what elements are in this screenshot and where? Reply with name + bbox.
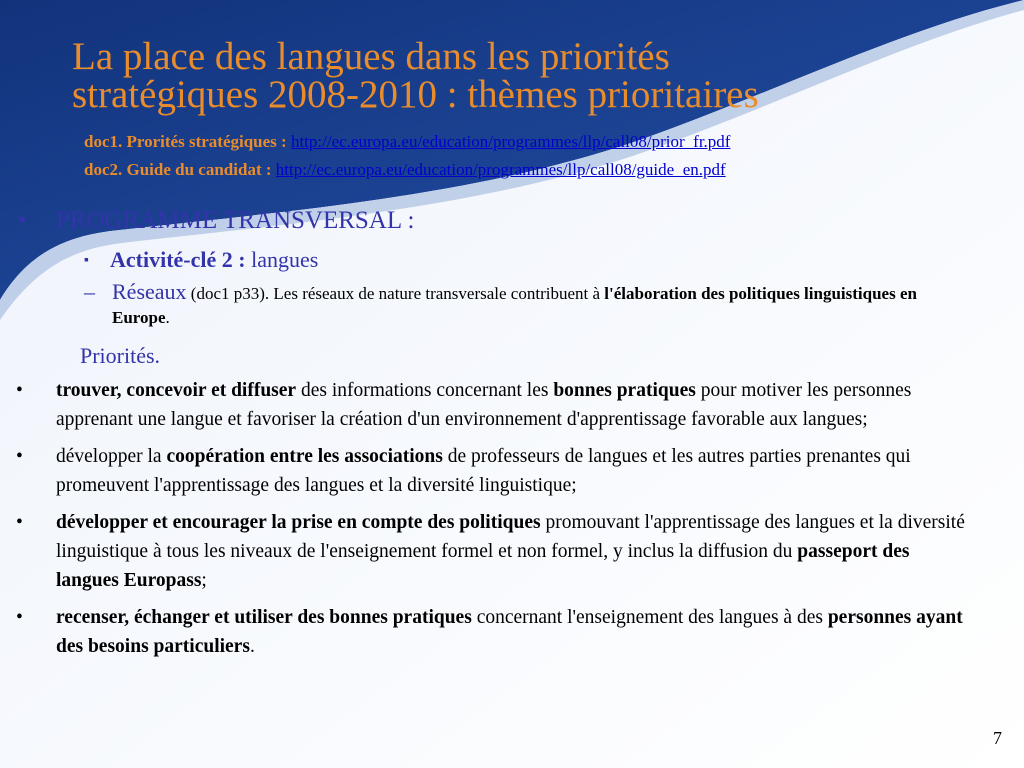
activite-item xyxy=(84,246,318,275)
bullet-icon: • xyxy=(16,446,23,467)
slide-title xyxy=(72,35,972,116)
item-bold: développer et encourager la prise en compte des politiques xyxy=(56,512,541,533)
reseaux-label: Réseaux xyxy=(112,279,187,304)
bullet-icon: • xyxy=(18,207,27,234)
bullet-icon: • xyxy=(16,380,23,401)
reseaux-end: . xyxy=(165,308,170,327)
list-item xyxy=(0,442,1000,500)
item-bold: recenser, échanger et utiliser des bonnes pratiques xyxy=(56,607,472,628)
item-text: développer la xyxy=(56,446,167,467)
item-bold: personnes ayant des besoins particuliers xyxy=(56,607,963,657)
dash-bullet-icon: – xyxy=(84,279,95,304)
item-bold: passeport des langues Europass xyxy=(56,541,910,591)
item-text: de professeurs de langues et les autres parties prenantes qui promeuvent l'apprentissage des langues et la diversité linguistique; xyxy=(56,446,911,496)
title-line-2: stratégiques 2008-2010 : thèmes prioritaires xyxy=(72,73,759,116)
item-text: promouvant l'apprentissage des langues et la diversité linguistique à tous les niveaux de l'enseignement formel et non formel, y inclus la diffusion du xyxy=(56,512,965,562)
square-bullet-icon: ▪ xyxy=(84,253,89,268)
doc2-link[interactable]: http://ec.europa.eu/education/programmes/llp/call08/guide_en.pdf xyxy=(275,160,726,179)
reseaux-ref: (doc1 p33). Les réseaux de nature transversale contribuent à xyxy=(186,284,605,303)
list-item xyxy=(0,508,1000,595)
list-item xyxy=(0,376,1000,434)
bullet-icon: • xyxy=(16,512,23,533)
reseaux-item xyxy=(84,280,964,330)
doc1-label: doc1. Prorités stratégiques : xyxy=(84,132,291,151)
item-bold: bonnes pratiques xyxy=(553,380,696,401)
priority-list xyxy=(0,376,1000,669)
activite-label: Activité-clé 2 : xyxy=(110,247,246,272)
page-number: 7 xyxy=(993,728,1002,748)
programme-heading xyxy=(18,206,414,236)
item-text: . xyxy=(249,636,255,657)
item-text: concernant l'enseignement des langues à des xyxy=(471,607,828,628)
item-text: des informations concernant les xyxy=(296,380,554,401)
title-line-1: La place des langues dans les priorités xyxy=(72,35,670,78)
item-text: ; xyxy=(201,570,207,591)
programme-text: PROGRAMME TRANSVERSAL : xyxy=(56,207,415,234)
bullet-icon: • xyxy=(16,607,23,628)
reseaux-bold: l'élaboration des politiques linguistiques en Europe xyxy=(112,284,917,327)
activite-value: langues xyxy=(245,247,319,272)
item-bold: trouver, concevoir et diffuser xyxy=(56,380,297,401)
item-bold: coopération entre les associations xyxy=(166,446,443,467)
doc2-reference xyxy=(84,160,726,180)
doc1-link[interactable]: http://ec.europa.eu/education/programmes/llp/call08/prior_fr.pdf xyxy=(290,132,731,151)
doc1-reference xyxy=(84,132,730,152)
item-text: pour motiver les personnes apprenant une langue et favoriser la création d'un environnement d'apprentissage favorable aux langues; xyxy=(56,380,912,430)
list-item xyxy=(0,603,1000,661)
priorites-heading: Priorités. xyxy=(80,343,161,368)
doc2-label: doc2. Guide du candidat : xyxy=(84,160,276,179)
